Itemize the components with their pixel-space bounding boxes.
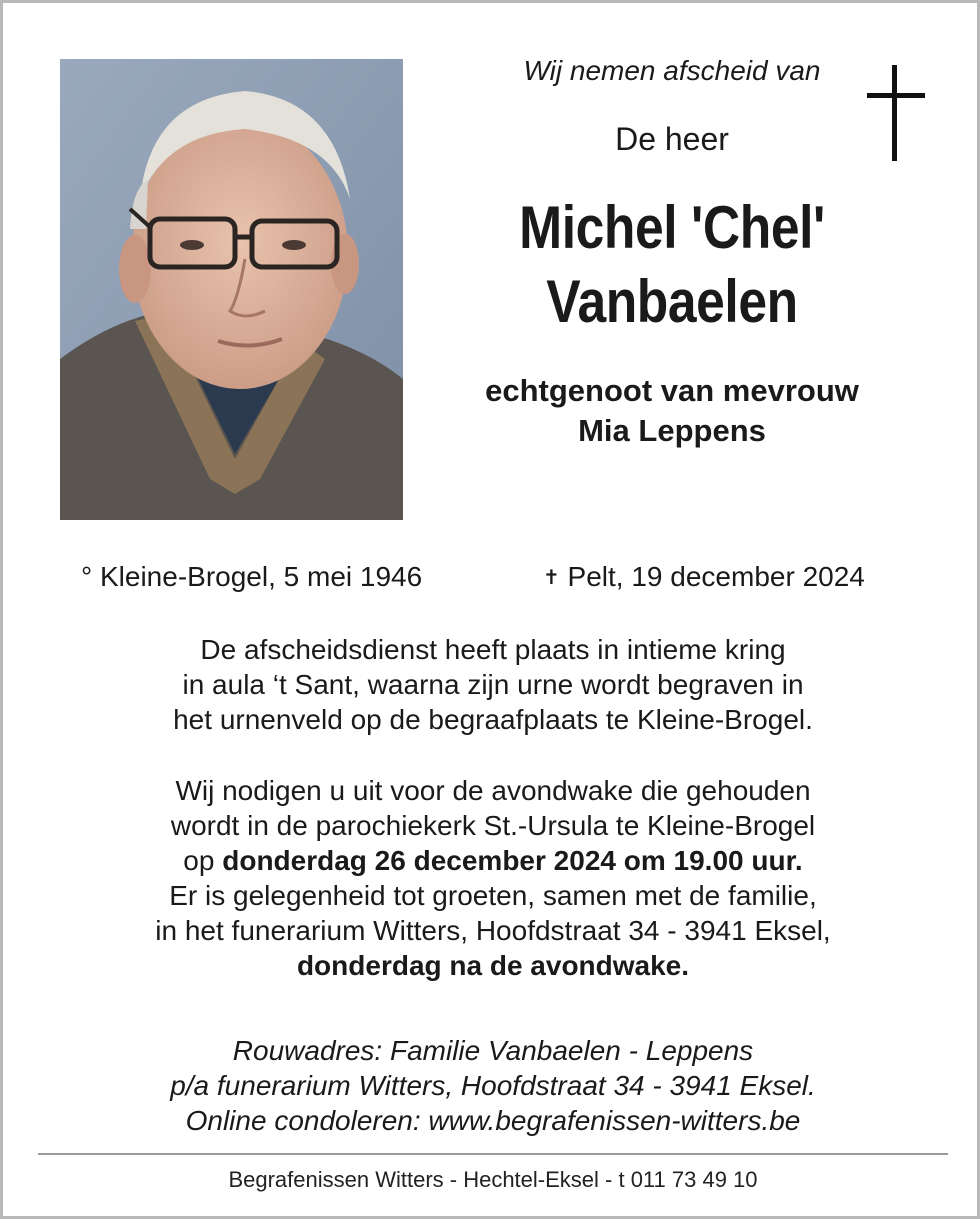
wake-line-5: in het funerarium Witters, Hoofdstraat 34 - 3941 Eksel, — [155, 915, 831, 946]
death-date: Pelt, 19 december 2024 — [567, 561, 865, 592]
wake-paragraph — [43, 773, 943, 983]
wake-line-3 — [43, 843, 943, 878]
birth-date: Kleine-Brogel, 5 mei 1946 — [99, 561, 423, 592]
address-line-3: Online condoleren: www.begrafenissen-witters.be — [185, 1105, 801, 1136]
spouse-line-1: echtgenoot van mevrouw — [485, 373, 859, 408]
salutation: De heer — [615, 121, 729, 157]
address-line-1: Rouwadres: Familie Vanbaelen - Leppens — [232, 1035, 754, 1066]
spouse-line-2: Mia Leppens — [578, 413, 766, 448]
wake-line-6 — [43, 948, 943, 983]
wake-line-2: wordt in de parochiekerk St.-Ursula te Kleine-Brogel — [170, 810, 816, 841]
wake-line-1: Wij nodigen u uit voor de avondwake die gehouden — [175, 775, 811, 806]
name-line-2: Vanbaelen — [546, 268, 798, 335]
deceased-name — [475, 191, 869, 339]
birth-info — [81, 561, 422, 593]
address-paragraph — [43, 1033, 943, 1138]
visitation-time: donderdag na de avondwake. — [296, 950, 690, 981]
spouse-info — [443, 371, 901, 451]
name-line-1: Michel 'Chel' — [519, 194, 825, 261]
portrait-photo — [60, 59, 403, 520]
death-info — [543, 561, 865, 593]
wake-date-time: donderdag 26 december 2024 om 19.00 uur. — [222, 845, 803, 876]
wake-line-4: Er is gelegenheid tot groeten, samen met de familie, — [169, 880, 817, 911]
footer-text: Begrafenissen Witters - Hechtel-Eksel - t 011 73 49 10 — [228, 1167, 758, 1192]
cross-icon — [867, 65, 925, 161]
wake-line-3-prefix: op — [183, 845, 223, 876]
service-paragraph — [43, 632, 943, 737]
birth-symbol-icon: ° — [81, 561, 93, 592]
service-line-3: het urnenveld op de begraafplaats te Kleine-Brogel. — [173, 704, 813, 735]
address-line-2: p/a funerarium Witters, Hoofdstraat 34 - 3941 Eksel. — [170, 1070, 816, 1101]
footer-divider — [38, 1153, 948, 1155]
intro-text: Wij nemen afscheid van — [523, 55, 821, 86]
service-line-2: in aula ‘t Sant, waarna zijn urne wordt begraven in — [182, 669, 804, 700]
service-line-1: De afscheidsdienst heeft plaats in intieme kring — [200, 634, 786, 665]
death-cross-icon: ✝ — [543, 567, 560, 589]
